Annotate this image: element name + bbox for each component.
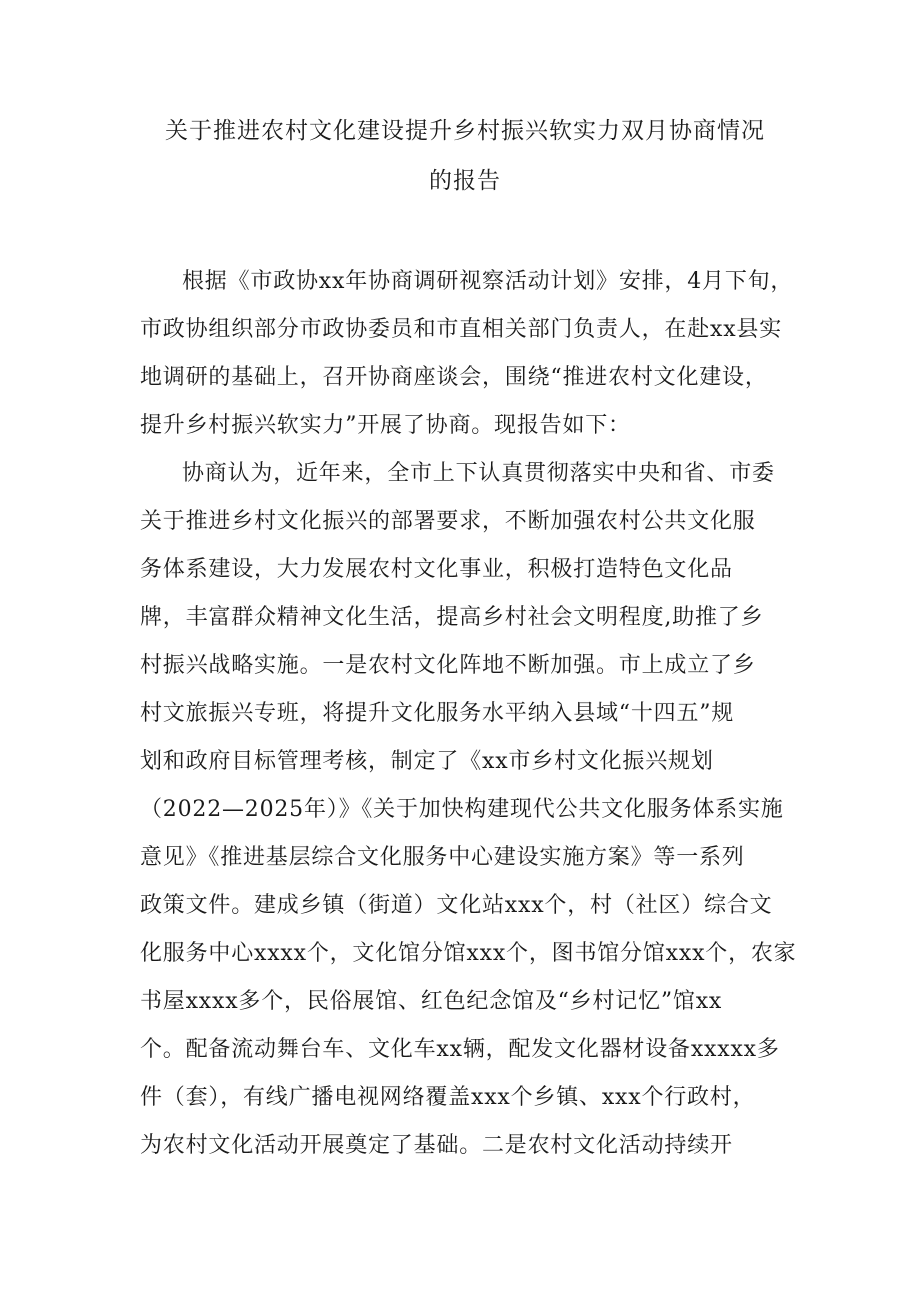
paragraph-line: 务体系建设，大力发展农村文化事业，积极打造特色文化品	[140, 557, 733, 582]
paragraph-line: 意见》《推进基层综合文化服务中心建设实施方案》等一系列	[140, 845, 745, 870]
paragraph-line: 为农村文化活动开展奠定了基础。二是农村文化活动持续开	[140, 1133, 733, 1158]
paragraph-line: 村振兴战略实施。一是农村文化阵地不断加强。市上成立了乡	[140, 653, 756, 678]
paragraph-line: 划和政府目标管理考核，制定了《xx市乡村文化振兴规划	[140, 749, 714, 774]
paragraph-line: 书屋xxxx多个，民俗展馆、红色纪念馆及“乡村记忆”馆xx	[140, 989, 723, 1014]
paragraph-line: 地调研的基础上，召开协商座谈会，围绕“推进农村文化建设，	[140, 365, 768, 390]
paragraph-line: 根据《市政协xx年协商调研视察活动计划》安排，4月下旬，	[182, 269, 794, 294]
paragraph-line: 化服务中心xxxx个，文化馆分馆xxx个，图书馆分馆xxx个，农家	[140, 941, 797, 966]
paragraph-line: 协商认为，近年来，全市上下认真贯彻落实中央和省、市委	[182, 461, 775, 486]
document-title-line-1: 关于推进农村文化建设提升乡村振兴软实力双月协商情况	[165, 118, 765, 144]
document-title-line-2: 的报告	[429, 168, 501, 194]
paragraph-line: 件（套），有线广播电视网络覆盖xxx个乡镇、xxx个行政村，	[140, 1085, 756, 1110]
paragraph-line: 政策文件。建成乡镇（街道）文化站xxx个，村（社区）综合文	[140, 893, 773, 918]
paragraph-line: 个。配备流动舞台车、文化车xx辆，配发文化器材设备xxxxx多	[140, 1037, 780, 1062]
paragraph-line: 村文旅振兴专班，将提升文化服务水平纳入县域“十四五”规	[140, 701, 735, 726]
paragraph-line: 提升乡村振兴软实力”开展了协商。现报告如下：	[140, 413, 631, 438]
paragraph-line: （2022—2025年）》《关于加快构建现代公共文化服务体系实施	[140, 797, 784, 822]
paragraph-line: 牌，丰富群众精神文化生活，提高乡村社会文明程度,助推了乡	[140, 605, 764, 630]
paragraph-line: 关于推进乡村文化振兴的部署要求，不断加强农村公共文化服	[140, 509, 756, 534]
paragraph-line: 市政协组织部分市政协委员和市直相关部门负责人，在赴xx县实	[140, 317, 783, 342]
